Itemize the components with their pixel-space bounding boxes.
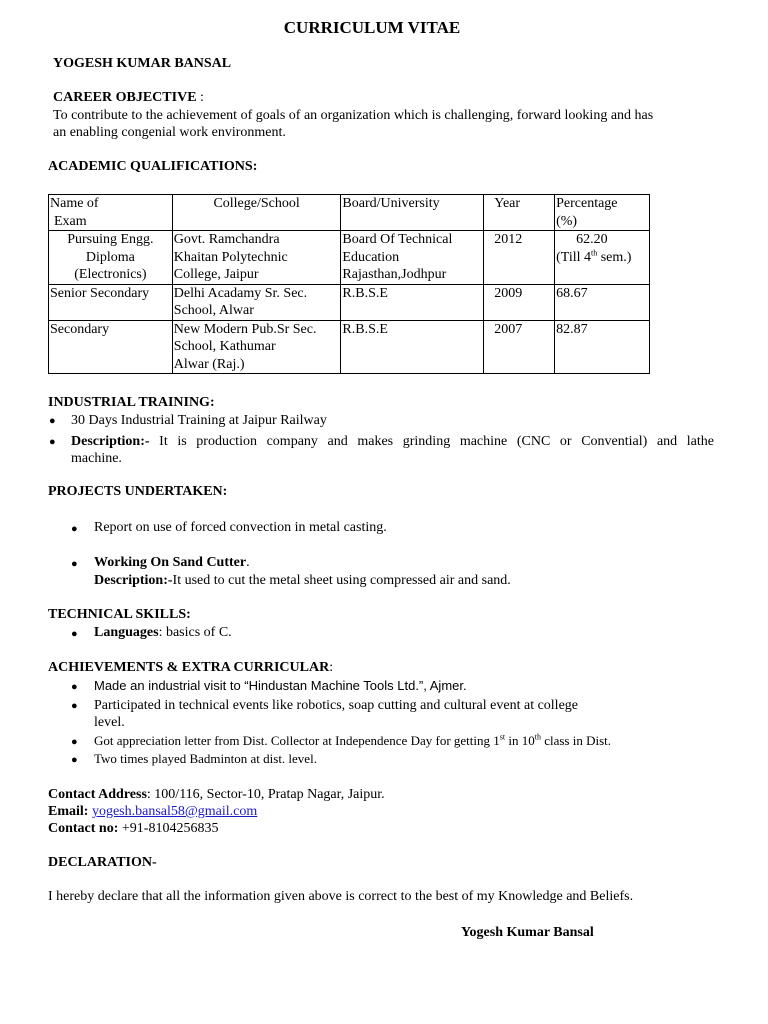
project-item: Report on use of forced convection in metal casting. [94, 520, 387, 535]
career-text-line-2: an enabling congenial work environment. [53, 125, 286, 140]
candidate-name: YOGESH KUMAR BANSAL [53, 56, 232, 71]
project-desc-text: It used to cut the metal sheet using compressed air and sand. [172, 573, 511, 588]
training-desc-label: Description:- [71, 434, 150, 449]
qualifications-table [48, 194, 650, 374]
project-title: Working On Sand Cutter [94, 555, 247, 570]
header-college: College/School [172, 195, 341, 231]
cell-college: Govt. Ramchandra Khaitan Polytechnic College, Jaipur [172, 231, 341, 285]
career-text-line-1: To contribute to the achievement of goals of an organization which is challenging, forward looking and has [53, 108, 654, 123]
document-title: CURRICULUM VITAE [283, 18, 461, 37]
cell-board: R.B.S.E [341, 284, 484, 320]
skills-label: Languages [94, 625, 159, 640]
table-row [49, 320, 650, 374]
cell-percentage: 82.87 [555, 320, 650, 374]
project-item: Working On Sand Cutter. [94, 555, 250, 570]
skills-text: : basics of C. [158, 625, 232, 640]
achievement-item: Two times played Badminton at dist. level. [94, 751, 317, 766]
academic-heading: ACADEMIC QUALIFICATIONS: [48, 159, 258, 174]
achievements-heading: ACHIEVEMENTS & EXTRA CURRICULAR: [48, 660, 334, 675]
table-row [49, 284, 650, 320]
declaration-text: I hereby declare that all the information given above is correct to the best of my Knowledge and Beliefs. [48, 889, 634, 904]
cell-exam: Secondary [49, 320, 173, 374]
training-heading: INDUSTRIAL TRAINING: [48, 395, 215, 410]
contact-phone: Contact no: +91-8104256835 [48, 821, 219, 836]
cell-board: Board Of Technical Education Rajasthan,Jodhpur [341, 231, 484, 285]
cell-college: Delhi Acadamy Sr. Sec. School, Alwar [172, 284, 341, 320]
signature-name: Yogesh Kumar Bansal [461, 925, 594, 940]
bullet-icon: ● [49, 436, 56, 448]
contact-block [48, 786, 385, 837]
achievement-item: Made an industrial visit to “Hindustan Machine Tools Ltd.”, Ajmer. [94, 678, 467, 693]
bullet-icon: ● [71, 681, 78, 693]
project-description [94, 573, 511, 589]
skills-heading: TECHNICAL SKILLS: [48, 607, 191, 622]
cell-year: 2009 [484, 284, 555, 320]
career-heading-colon: : [196, 90, 204, 105]
header-year: Year [484, 195, 555, 231]
table-header-row [49, 195, 650, 231]
cell-year: 2012 [484, 231, 555, 285]
training-item: 30 Days Industrial Training at Jaipur Railway [71, 413, 327, 428]
career-objective-heading [53, 90, 204, 106]
bullet-icon: ● [49, 415, 56, 427]
declaration-heading: DECLARATION- [48, 855, 157, 870]
cell-board: R.B.S.E [341, 320, 484, 374]
contact-address: Contact Address: 100/116, Sector-10, Pratap Nagar, Jaipur. [48, 787, 385, 802]
career-heading-text: CAREER OBJECTIVE [53, 90, 197, 105]
career-objective-text [53, 107, 715, 141]
header-board: Board/University [341, 195, 484, 231]
header-exam: Name of Exam [49, 195, 173, 231]
table-row [49, 231, 650, 285]
projects-heading: PROJECTS UNDERTAKEN: [48, 484, 228, 499]
contact-email: Email: yogesh.bansal58@gmail.com [48, 804, 258, 819]
bullet-icon: ● [71, 754, 78, 766]
cell-percentage: 68.67 [555, 284, 650, 320]
bullet-icon: ● [71, 700, 78, 712]
bullet-icon: ● [71, 628, 78, 640]
project-desc-label: Description:- [94, 573, 173, 588]
bullet-icon: ● [71, 558, 78, 570]
cell-exam: Senior Secondary [49, 284, 173, 320]
cell-percentage: 62.20 (Till 4th sem.) [555, 231, 650, 285]
achievement-item: Got appreciation letter from Dist. Collector at Independence Day for getting 1st in 10th class in Dist. [94, 732, 612, 748]
cell-college: New Modern Pub.Sr Sec. School, Kathumar Alwar (Raj.) [172, 320, 341, 374]
bullet-icon: ● [71, 736, 78, 748]
training-desc-line-2: machine. [71, 451, 122, 466]
bullet-icon: ● [71, 523, 78, 535]
training-desc-text: It is production company and makes grinding machine (CNC or Convential) and lathe [149, 434, 714, 449]
header-percentage: Percentage (%) [555, 195, 650, 231]
skills-item [94, 625, 232, 641]
cell-exam: Pursuing Engg. Diploma (Electronics) [49, 231, 173, 285]
training-description [71, 433, 714, 467]
cell-year: 2007 [484, 320, 555, 374]
email-link[interactable]: yogesh.bansal58@gmail.com [91, 804, 258, 819]
achievement-item: Participated in technical events like robotics, soap cutting and cultural event at college level. [94, 698, 578, 730]
